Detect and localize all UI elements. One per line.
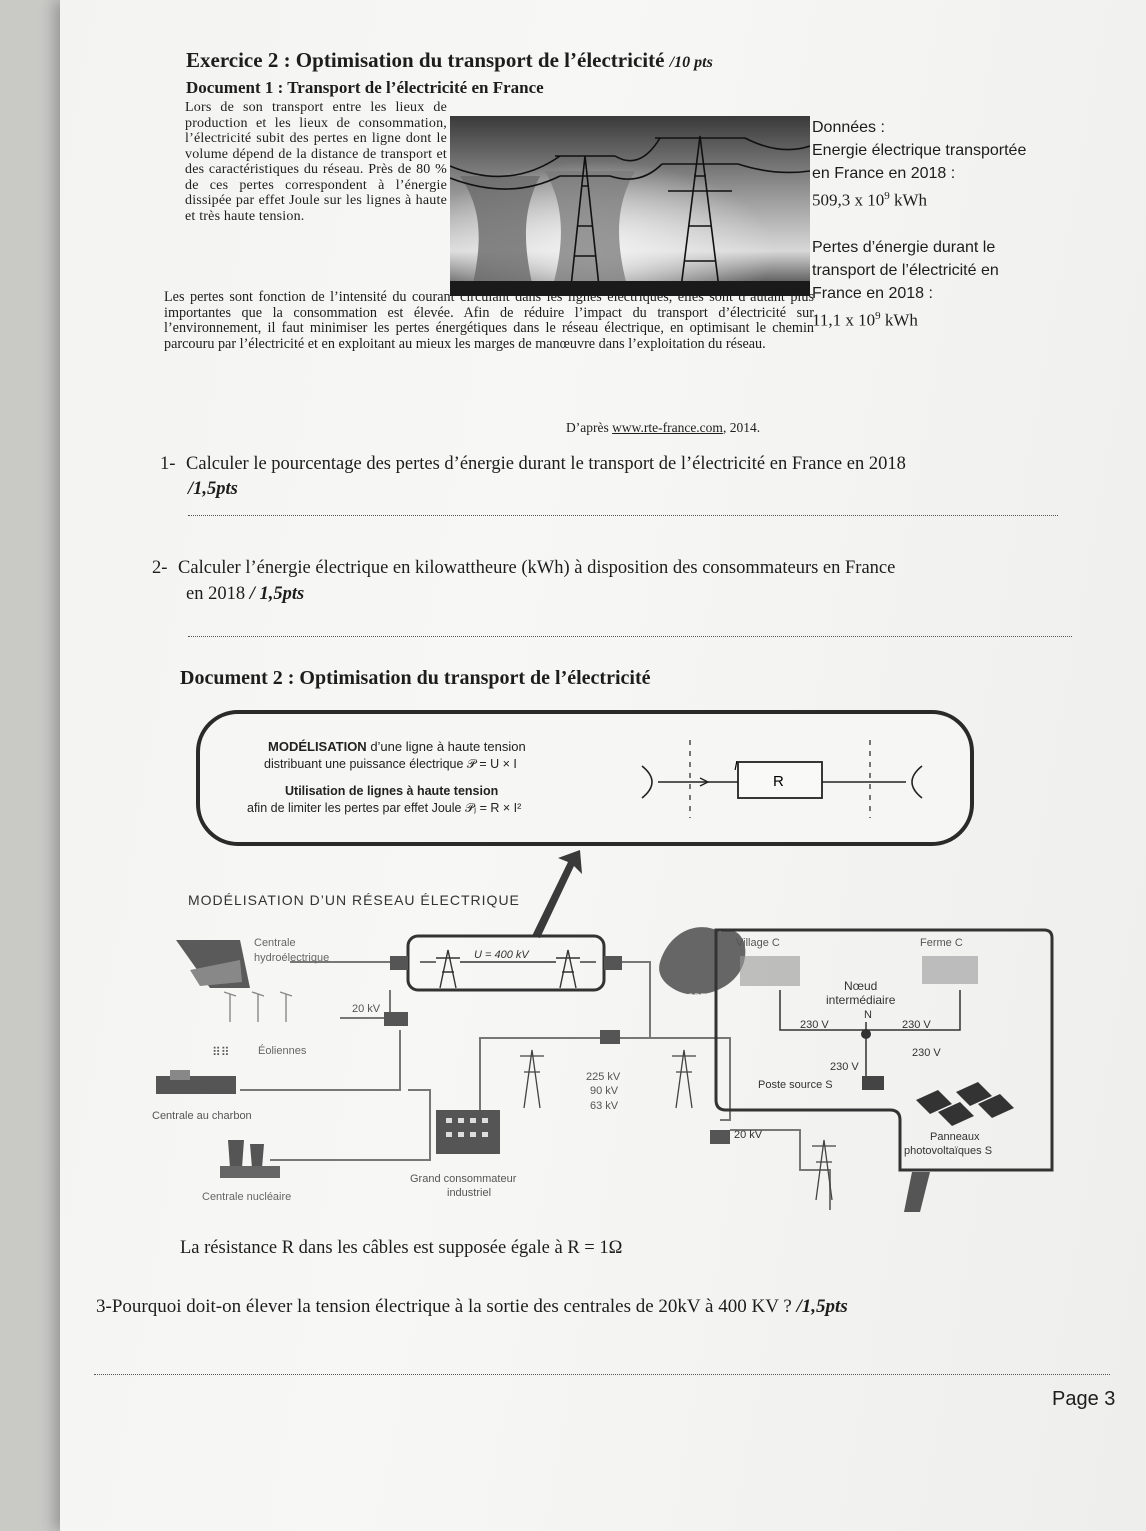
panels-label-1: Panneaux bbox=[930, 1131, 980, 1143]
loss-label-line1: Pertes d’énergie durant le bbox=[812, 238, 996, 256]
energy-value-mantissa: 509,3 x 10 bbox=[812, 190, 885, 210]
model-joule-formula: afin de limiter les pertes par effet Joule 𝒫ⱼ = R × I² bbox=[247, 801, 522, 815]
page-number: Page 3 bbox=[1052, 1388, 1116, 1410]
voltage-230v-left: 230 V bbox=[800, 1019, 829, 1031]
network-diagram bbox=[140, 700, 1060, 1220]
industrial-label-1: Grand consommateur bbox=[410, 1173, 517, 1185]
node-label-2: intermédiaire bbox=[826, 993, 896, 1007]
svg-text:MODÉLISATION d’une ligne à hau bbox=[268, 739, 526, 754]
question-3-text: 3-Pourquoi doit-on élever la tension électrique à la sortie des centrales de 20kV à 400 KV ? bbox=[96, 1296, 792, 1317]
europe-label: EUROPE bbox=[668, 992, 707, 1002]
exercise-title bbox=[186, 48, 713, 73]
coal-label: Centrale au charbon bbox=[152, 1110, 252, 1122]
source-suffix: , 2014. bbox=[722, 420, 761, 435]
voltage-63kv: 63 kV bbox=[590, 1100, 619, 1112]
wind-marker-icon: ⠿⠿ bbox=[212, 1045, 230, 1059]
node-label-1: Nœud bbox=[844, 979, 878, 993]
voltage-230v-a: 230 V bbox=[912, 1047, 941, 1059]
energy-label-line2: en France en 2018 : bbox=[812, 165, 956, 182]
substation-label: Poste source S bbox=[758, 1079, 833, 1091]
nuclear-plant-icon bbox=[228, 1140, 264, 1168]
voltage-20kv-sub: 20 kV bbox=[734, 1129, 763, 1141]
industrial-label-2: industriel bbox=[447, 1187, 492, 1199]
loss-value-unit: kWh bbox=[880, 310, 918, 330]
village-houses-icon bbox=[740, 956, 800, 986]
hydro-label-1: Centrale bbox=[254, 937, 296, 949]
question-1-points: /1,5pts bbox=[188, 479, 238, 499]
panels-label-2: photovoltaïques S bbox=[904, 1145, 993, 1157]
network-title: MODÉLISATION D’UN RÉSEAU ÉLECTRIQUE bbox=[188, 892, 520, 908]
voltage-230v-right: 230 V bbox=[902, 1019, 931, 1031]
nuclear-label: Centrale nucléaire bbox=[202, 1191, 292, 1203]
question-3-points: /1,5pts bbox=[796, 1296, 848, 1317]
hydro-label-2: hydroélectrique bbox=[254, 952, 330, 964]
wind-turbines-icon bbox=[224, 992, 292, 1022]
europe-map-icon bbox=[659, 927, 745, 995]
document-2-title: Document 2 : Optimisation du transport de l’électricité bbox=[180, 667, 651, 689]
energy-value bbox=[812, 185, 1092, 212]
answer-line-1[interactable] bbox=[188, 515, 1058, 516]
document-1-title: Document 1 : Transport de l’électricité en France bbox=[186, 78, 544, 97]
industrial-building-icon bbox=[436, 1110, 500, 1154]
question-2-points: / 1,5pts bbox=[249, 584, 305, 604]
energy-value-unit: kWh bbox=[889, 190, 928, 210]
question-1-number: 1- bbox=[160, 454, 176, 474]
model-box bbox=[198, 712, 972, 844]
model-title-bold: MODÉLISATION bbox=[268, 739, 367, 754]
voltage-90kv: 90 kV bbox=[590, 1085, 619, 1097]
exercise-title-text: Exercice 2 : Optimisation du transport de l’électricité bbox=[186, 48, 665, 72]
loss-value-exponent: 9 bbox=[875, 309, 881, 322]
question-1 bbox=[160, 452, 1060, 476]
farm-icon bbox=[922, 956, 978, 984]
model-power-formula: distribuant une puissance électrique 𝒫 = U × I bbox=[264, 757, 517, 771]
answer-line-2[interactable] bbox=[188, 636, 1072, 637]
resistance-statement: La résistance R dans les câbles est supposée égale à R = 1Ω bbox=[180, 1238, 623, 1258]
question-1-text: Calculer le pourcentage des pertes d’énergie durant le transport de l’électricité en France en 2018 bbox=[186, 454, 906, 474]
voltage-225kv: 225 kV bbox=[586, 1071, 621, 1083]
question-2-line2 bbox=[186, 582, 304, 606]
current-label: I bbox=[734, 758, 738, 773]
model-title-rest: d’une ligne à haute tension bbox=[366, 739, 526, 754]
farm-label: Ferme C bbox=[920, 937, 963, 949]
answer-line-3[interactable] bbox=[94, 1374, 1110, 1375]
question-2-text: Calculer l’énergie électrique en kilowattheure (kWh) à disposition des consommateurs en France bbox=[178, 558, 896, 578]
resistor-label: R bbox=[773, 773, 784, 790]
power-lines-photo bbox=[450, 116, 810, 296]
source-prefix: D’après bbox=[566, 420, 613, 435]
node-letter: N bbox=[864, 1009, 872, 1021]
energy-value-exponent: 9 bbox=[884, 190, 890, 202]
loss-value bbox=[812, 305, 1092, 332]
question-2-number: 2- bbox=[152, 558, 168, 578]
loss-label-line2: transport de l’électricité en bbox=[812, 261, 999, 279]
solar-panels-icon bbox=[916, 1082, 1014, 1126]
coal-plant-icon bbox=[156, 1076, 236, 1094]
village-label: Village C bbox=[736, 937, 780, 949]
question-3 bbox=[96, 1296, 848, 1318]
exercise-points: /10 pts bbox=[669, 54, 713, 71]
wind-label: Éoliennes bbox=[258, 1045, 307, 1057]
question-2 bbox=[152, 556, 1072, 580]
voltage-20kv: 20 kV bbox=[352, 1003, 381, 1015]
losses-paragraph: Les pertes sont fonction de l’intensité du courant circulant dans les lignes électriques, elles sont d’autant plus importantes que la consommation est élevée. Afin de réduire l’impact du transport d’électricité sur l’environnement, il faut minimiser les pertes énergétiques dans le réseau électrique, en optimisant le chemin parcouru par l’électricité et en exploitant au mieux les marges de manœuvre dans l’exploitation du réseau. bbox=[164, 289, 814, 352]
source-link[interactable]: www.rte-france.com bbox=[612, 420, 723, 435]
voltage-230v-b: 230 V bbox=[830, 1061, 859, 1073]
model-hv-note: Utilisation de lignes à haute tension bbox=[285, 784, 499, 798]
transmission-towers-icon bbox=[520, 1050, 836, 1200]
data-heading: Données : bbox=[812, 119, 885, 136]
question-2-year: en 2018 bbox=[186, 584, 246, 604]
loss-value-mantissa: 11,1 x 10 bbox=[812, 310, 876, 330]
energy-label-line1: Energie électrique transportée bbox=[812, 142, 1027, 159]
intro-paragraph: Lors de son transport entre les lieux de production et les lieux de consommation, l’électricité subit des pertes en ligne dont le volume dépend de la distance de transport et des caractéristiques du réseau. Près de 80 % de ces pertes correspondent à l’énergie dissipée par effet Joule sur les lignes à haute et très haute tension. bbox=[185, 100, 447, 224]
source-citation bbox=[566, 420, 760, 436]
loss-label-line3: France en 2018 : bbox=[812, 284, 933, 302]
voltage-400kv: U = 400 kV bbox=[474, 949, 529, 961]
data-box bbox=[812, 116, 1092, 331]
